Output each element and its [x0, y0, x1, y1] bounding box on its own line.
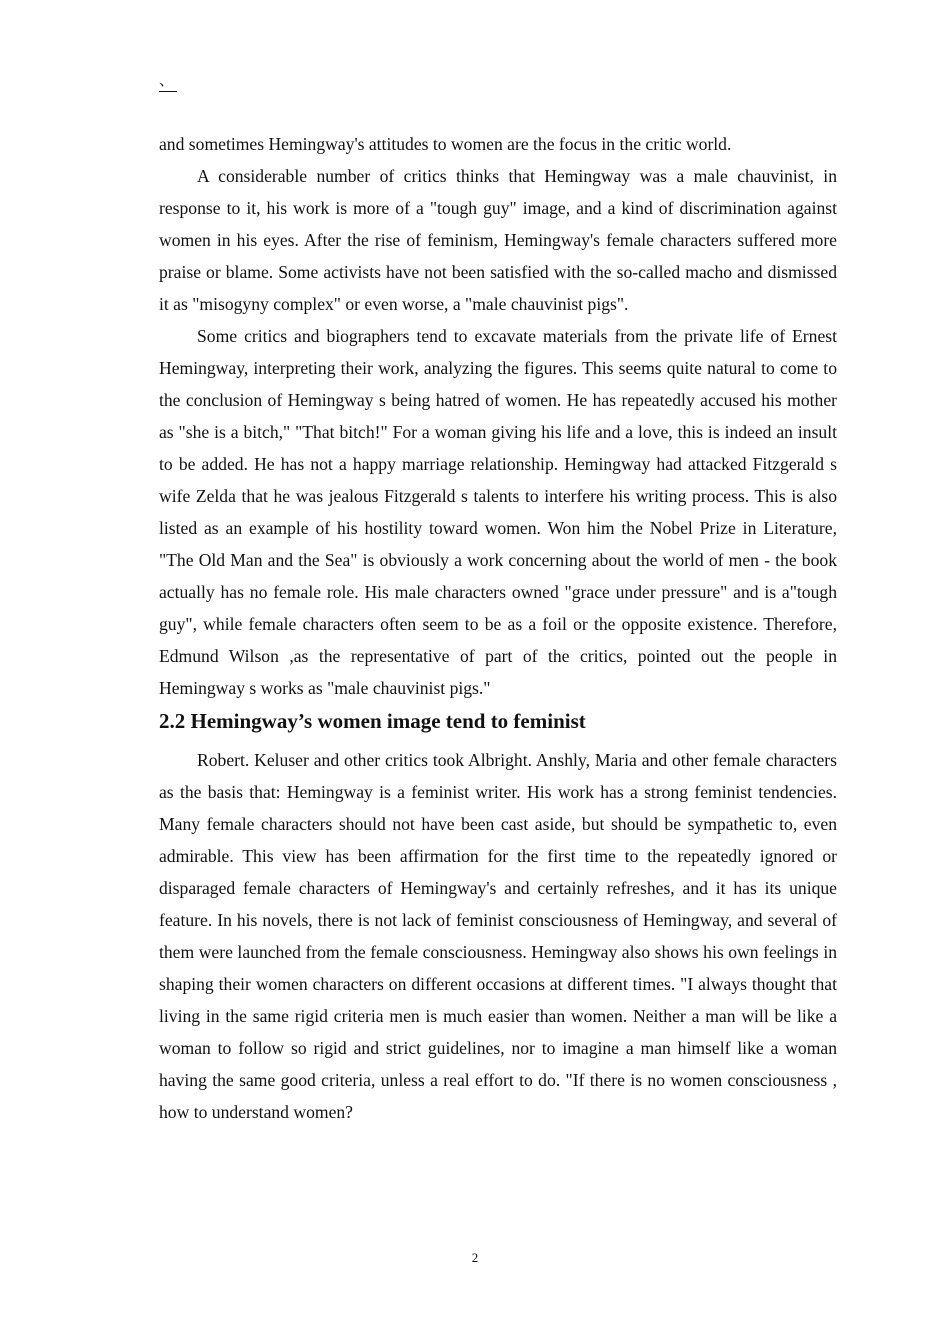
paragraph-feminist: Robert. Keluser and other critics took Albright. Anshly, Maria and other female characters as the basis that: Hemingway is a feminist writer. His work has a strong feminist tendencies. Many female characters should not have been cast aside, but should be sympathetic to, even admirable. This view has been affirmation for the first time to the repeatedly ignored or disparaged female characters of Hemingway's and certainly refreshes, and it has its unique feature. In his novels, there is not lack of feminist consciousness of Hemingway, and several of them were launched from the female consciousness. Hemingway also shows his own feelings in shaping their women characters on different occasions at different times. "I always thought that living in the same rigid criteria men is much easier than women. Neither a man will be like a woman to follow so rigid and strict guidelines, nor to imagine a man himself like a woman having the same good criteria, unless a real effort to do. "If there is no women consciousness , how to understand women?	[159, 750, 837, 1122]
paragraph-biographers: Some critics and biographers tend to excavate materials from the private life of Ernest Hemingway, interpreting their work, analyzing the figures. This seems quite natural to come to the conclusion of Hemingway s being hatred of women. He has repeatedly accused his mother as "she is a bitch," "That bitch!" For a woman giving his life and a love, this is indeed an insult to be added. He has not a happy marriage relationship. Hemingway had attacked Fitzgerald s wife Zelda that he was jealous Fitzgerald s talents to interfere his writing process. This is also listed as an example of his hostility toward women. Won him the Nobel Prize in Literature, "The Old Man and the Sea" is obviously a work concerning about the world of men - the book actually has no female role. His male characters owned "grace under pressure" and is a"tough guy", while female characters often seem to be as a foil or the opposite existence. Therefore, Edmund Wilson ,as the representative of part of the critics, pointed out the people in Hemingway s works as "male chauvinist pigs."	[159, 326, 837, 698]
header-mark: 、	[159, 74, 177, 92]
paragraph-continuation: and sometimes Hemingway's attitudes to women are the focus in the critic world.	[159, 134, 732, 154]
body-text	[159, 128, 837, 1128]
page-number: 2	[471, 1250, 479, 1265]
paragraph-male-chauvinist: A considerable number of critics thinks that Hemingway was a male chauvinist, in response to it, his work is more of a "tough guy" image, and a kind of discrimination against women in his eyes. After the rise of feminism, Hemingway's female characters suffered more praise or blame. Some activists have not been satisfied with the so-called macho and dismissed it as "misogyny complex" or even worse, a "male chauvinist pigs".	[159, 166, 837, 314]
section-heading: 2.2 Hemingway’s women image tend to feminist	[159, 709, 586, 733]
